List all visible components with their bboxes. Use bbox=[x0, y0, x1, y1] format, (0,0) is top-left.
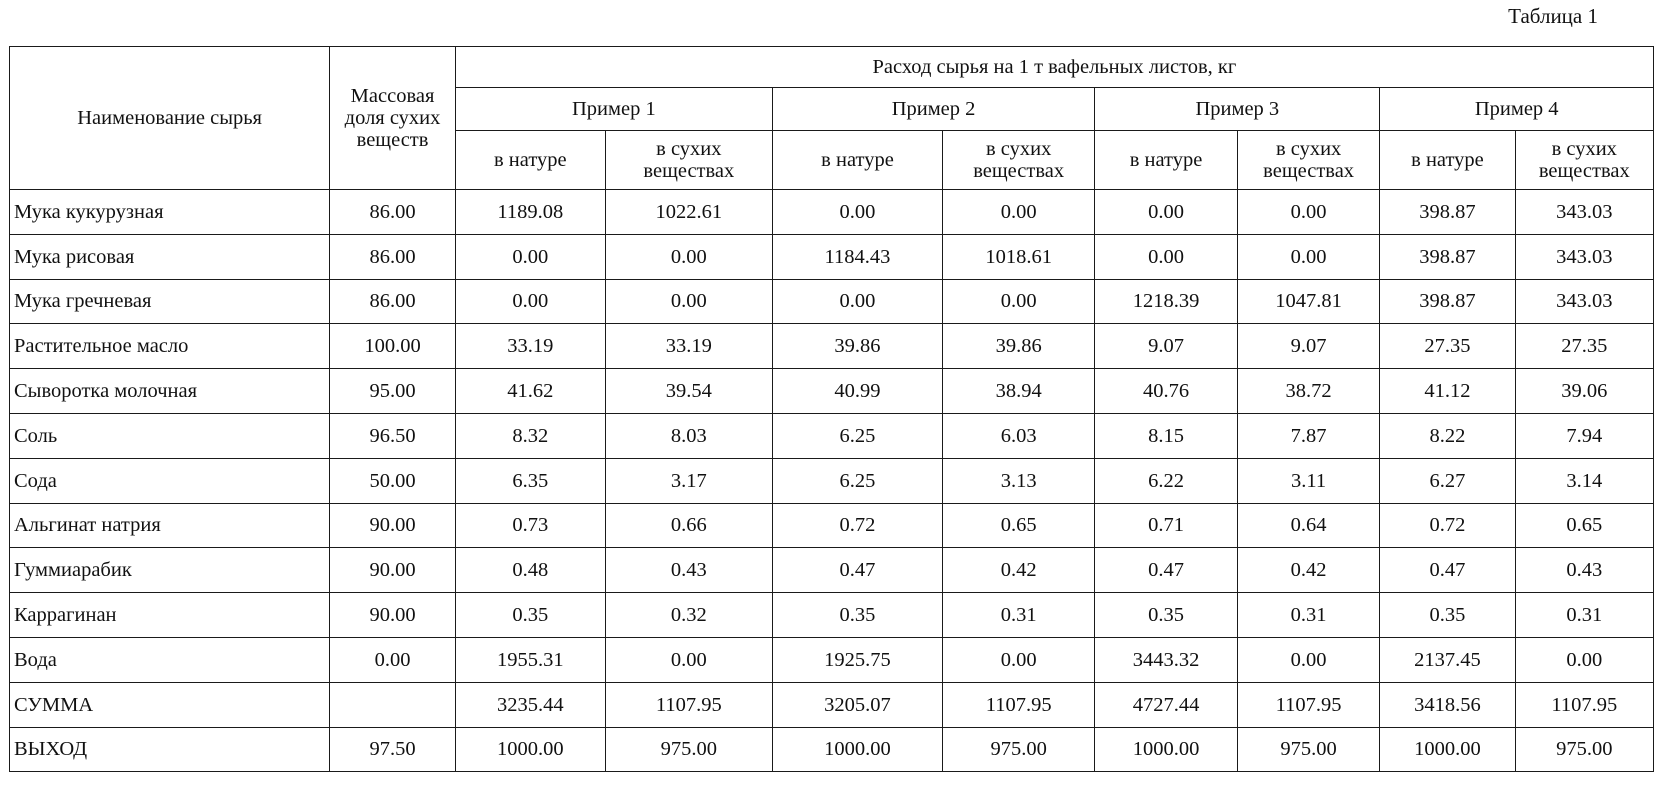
row-mass-cell: 97.50 bbox=[330, 727, 456, 772]
dry-value-cell: 0.42 bbox=[943, 548, 1095, 593]
row-mass-cell: 86.00 bbox=[330, 279, 456, 324]
dry-value-cell: 9.07 bbox=[1237, 324, 1380, 369]
header-mass-fraction: Массовая доля сухих веществ bbox=[330, 47, 456, 190]
natural-value-cell: 3443.32 bbox=[1095, 637, 1238, 682]
dry-value-cell: 0.00 bbox=[1237, 637, 1380, 682]
natural-value-cell: 27.35 bbox=[1380, 324, 1515, 369]
natural-value-cell: 398.87 bbox=[1380, 279, 1515, 324]
table-row bbox=[10, 682, 1654, 727]
table-row bbox=[10, 637, 1654, 682]
row-mass-cell: 50.00 bbox=[330, 458, 456, 503]
natural-value-cell: 1000.00 bbox=[1095, 727, 1238, 772]
natural-value-cell: 9.07 bbox=[1095, 324, 1238, 369]
table-row bbox=[10, 279, 1654, 324]
table-row bbox=[10, 458, 1654, 503]
row-mass-cell: 95.00 bbox=[330, 369, 456, 414]
natural-value-cell: 0.35 bbox=[455, 593, 605, 638]
row-name-cell: ВЫХОД bbox=[10, 727, 330, 772]
natural-value-cell: 0.00 bbox=[772, 190, 942, 235]
row-name-cell: СУММА bbox=[10, 682, 330, 727]
natural-value-cell: 1000.00 bbox=[1380, 727, 1515, 772]
row-mass-cell: 86.00 bbox=[330, 190, 456, 235]
natural-value-cell: 1000.00 bbox=[455, 727, 605, 772]
dry-value-cell: 1107.95 bbox=[605, 682, 772, 727]
header-dry: в сухих веществах bbox=[605, 131, 772, 190]
dry-value-cell: 0.00 bbox=[943, 190, 1095, 235]
natural-value-cell: 0.48 bbox=[455, 548, 605, 593]
natural-value-cell: 0.35 bbox=[1095, 593, 1238, 638]
dry-value-cell: 0.00 bbox=[1515, 637, 1653, 682]
natural-value-cell: 398.87 bbox=[1380, 190, 1515, 235]
row-name-cell: Альгинат натрия bbox=[10, 503, 330, 548]
dry-value-cell: 0.31 bbox=[1237, 593, 1380, 638]
dry-value-cell: 6.03 bbox=[943, 413, 1095, 458]
dry-value-cell: 975.00 bbox=[1237, 727, 1380, 772]
dry-value-cell: 1022.61 bbox=[605, 190, 772, 235]
natural-value-cell: 0.47 bbox=[772, 548, 942, 593]
header-dry: в сухих веществах bbox=[1515, 131, 1653, 190]
dry-value-cell: 343.03 bbox=[1515, 234, 1653, 279]
dry-value-cell: 0.00 bbox=[605, 234, 772, 279]
natural-value-cell: 1925.75 bbox=[772, 637, 942, 682]
row-name-cell: Мука кукурузная bbox=[10, 190, 330, 235]
natural-value-cell: 41.12 bbox=[1380, 369, 1515, 414]
header-dry: в сухих веществах bbox=[943, 131, 1095, 190]
dry-value-cell: 975.00 bbox=[943, 727, 1095, 772]
dry-value-cell: 0.64 bbox=[1237, 503, 1380, 548]
natural-value-cell: 3205.07 bbox=[772, 682, 942, 727]
natural-value-cell: 398.87 bbox=[1380, 234, 1515, 279]
row-name-cell: Соль bbox=[10, 413, 330, 458]
row-mass-cell: 86.00 bbox=[330, 234, 456, 279]
header-example-4: Пример 4 bbox=[1380, 88, 1654, 131]
dry-value-cell: 33.19 bbox=[605, 324, 772, 369]
header-natural: в натуре bbox=[1380, 131, 1515, 190]
row-mass-cell: 90.00 bbox=[330, 503, 456, 548]
table-row bbox=[10, 727, 1654, 772]
dry-value-cell: 0.42 bbox=[1237, 548, 1380, 593]
dry-value-cell: 7.94 bbox=[1515, 413, 1653, 458]
dry-value-cell: 8.03 bbox=[605, 413, 772, 458]
dry-value-cell: 3.11 bbox=[1237, 458, 1380, 503]
natural-value-cell: 1955.31 bbox=[455, 637, 605, 682]
dry-value-cell: 0.31 bbox=[943, 593, 1095, 638]
natural-value-cell: 0.35 bbox=[1380, 593, 1515, 638]
natural-value-cell: 0.00 bbox=[455, 279, 605, 324]
header-example-3: Пример 3 bbox=[1095, 88, 1380, 131]
table-row bbox=[10, 503, 1654, 548]
dry-value-cell: 0.65 bbox=[943, 503, 1095, 548]
row-mass-cell: 96.50 bbox=[330, 413, 456, 458]
dry-value-cell: 0.00 bbox=[943, 279, 1095, 324]
table-row bbox=[10, 548, 1654, 593]
dry-value-cell: 343.03 bbox=[1515, 190, 1653, 235]
dry-value-cell: 1018.61 bbox=[943, 234, 1095, 279]
natural-value-cell: 0.00 bbox=[772, 279, 942, 324]
dry-value-cell: 975.00 bbox=[605, 727, 772, 772]
natural-value-cell: 33.19 bbox=[455, 324, 605, 369]
header-example-2: Пример 2 bbox=[772, 88, 1094, 131]
dry-value-cell: 1107.95 bbox=[1237, 682, 1380, 727]
natural-value-cell: 40.99 bbox=[772, 369, 942, 414]
natural-value-cell: 6.22 bbox=[1095, 458, 1238, 503]
dry-value-cell: 1107.95 bbox=[1515, 682, 1653, 727]
natural-value-cell: 6.25 bbox=[772, 413, 942, 458]
dry-value-cell: 1047.81 bbox=[1237, 279, 1380, 324]
dry-value-cell: 975.00 bbox=[1515, 727, 1653, 772]
dry-value-cell: 0.00 bbox=[943, 637, 1095, 682]
row-name-cell: Сыворотка молочная bbox=[10, 369, 330, 414]
header-natural: в натуре bbox=[772, 131, 942, 190]
row-name-cell: Гуммиарабик bbox=[10, 548, 330, 593]
natural-value-cell: 6.27 bbox=[1380, 458, 1515, 503]
table-row bbox=[10, 369, 1654, 414]
row-name-cell: Мука рисовая bbox=[10, 234, 330, 279]
table-row bbox=[10, 324, 1654, 369]
row-mass-cell: 100.00 bbox=[330, 324, 456, 369]
row-name-cell: Мука гречневая bbox=[10, 279, 330, 324]
natural-value-cell: 8.15 bbox=[1095, 413, 1238, 458]
natural-value-cell: 0.72 bbox=[1380, 503, 1515, 548]
header-natural: в натуре bbox=[1095, 131, 1238, 190]
natural-value-cell: 2137.45 bbox=[1380, 637, 1515, 682]
natural-value-cell: 1189.08 bbox=[455, 190, 605, 235]
header-name: Наименование сырья bbox=[10, 47, 330, 190]
natural-value-cell: 8.22 bbox=[1380, 413, 1515, 458]
natural-value-cell: 0.00 bbox=[1095, 190, 1238, 235]
natural-value-cell: 3235.44 bbox=[455, 682, 605, 727]
dry-value-cell: 343.03 bbox=[1515, 279, 1653, 324]
natural-value-cell: 0.00 bbox=[455, 234, 605, 279]
dry-value-cell: 38.72 bbox=[1237, 369, 1380, 414]
natural-value-cell: 0.72 bbox=[772, 503, 942, 548]
row-name-cell: Растительное масло bbox=[10, 324, 330, 369]
natural-value-cell: 6.25 bbox=[772, 458, 942, 503]
dry-value-cell: 0.00 bbox=[605, 279, 772, 324]
dry-value-cell: 3.13 bbox=[943, 458, 1095, 503]
natural-value-cell: 0.73 bbox=[455, 503, 605, 548]
row-mass-cell: 90.00 bbox=[330, 593, 456, 638]
row-name-cell: Каррагинан bbox=[10, 593, 330, 638]
natural-value-cell: 1184.43 bbox=[772, 234, 942, 279]
natural-value-cell: 39.86 bbox=[772, 324, 942, 369]
row-mass-cell: 90.00 bbox=[330, 548, 456, 593]
header-consumption: Расход сырья на 1 т вафельных листов, кг bbox=[455, 47, 1653, 88]
table-row bbox=[10, 593, 1654, 638]
header-dry: в сухих веществах bbox=[1237, 131, 1380, 190]
table-caption: Таблица 1 bbox=[1508, 4, 1598, 28]
dry-value-cell: 0.43 bbox=[1515, 548, 1653, 593]
natural-value-cell: 0.47 bbox=[1380, 548, 1515, 593]
dry-value-cell: 3.17 bbox=[605, 458, 772, 503]
dry-value-cell: 1107.95 bbox=[943, 682, 1095, 727]
dry-value-cell: 0.66 bbox=[605, 503, 772, 548]
row-name-cell: Вода bbox=[10, 637, 330, 682]
natural-value-cell: 0.35 bbox=[772, 593, 942, 638]
dry-value-cell: 0.31 bbox=[1515, 593, 1653, 638]
dry-value-cell: 3.14 bbox=[1515, 458, 1653, 503]
natural-value-cell: 1000.00 bbox=[772, 727, 942, 772]
table-row bbox=[10, 190, 1654, 235]
dry-value-cell: 0.65 bbox=[1515, 503, 1653, 548]
raw-material-table bbox=[9, 46, 1654, 772]
dry-value-cell: 39.54 bbox=[605, 369, 772, 414]
dry-value-cell: 0.32 bbox=[605, 593, 772, 638]
natural-value-cell: 6.35 bbox=[455, 458, 605, 503]
header-example-1: Пример 1 bbox=[455, 88, 772, 131]
natural-value-cell: 0.71 bbox=[1095, 503, 1238, 548]
header-natural: в натуре bbox=[455, 131, 605, 190]
row-mass-cell bbox=[330, 682, 456, 727]
dry-value-cell: 39.86 bbox=[943, 324, 1095, 369]
dry-value-cell: 7.87 bbox=[1237, 413, 1380, 458]
dry-value-cell: 0.43 bbox=[605, 548, 772, 593]
table-row bbox=[10, 234, 1654, 279]
natural-value-cell: 41.62 bbox=[455, 369, 605, 414]
row-name-cell: Сода bbox=[10, 458, 330, 503]
natural-value-cell: 40.76 bbox=[1095, 369, 1238, 414]
dry-value-cell: 38.94 bbox=[943, 369, 1095, 414]
table-row bbox=[10, 413, 1654, 458]
dry-value-cell: 39.06 bbox=[1515, 369, 1653, 414]
dry-value-cell: 0.00 bbox=[1237, 234, 1380, 279]
natural-value-cell: 0.47 bbox=[1095, 548, 1238, 593]
natural-value-cell: 4727.44 bbox=[1095, 682, 1238, 727]
natural-value-cell: 0.00 bbox=[1095, 234, 1238, 279]
natural-value-cell: 8.32 bbox=[455, 413, 605, 458]
natural-value-cell: 1218.39 bbox=[1095, 279, 1238, 324]
dry-value-cell: 0.00 bbox=[605, 637, 772, 682]
row-mass-cell: 0.00 bbox=[330, 637, 456, 682]
natural-value-cell: 3418.56 bbox=[1380, 682, 1515, 727]
dry-value-cell: 27.35 bbox=[1515, 324, 1653, 369]
dry-value-cell: 0.00 bbox=[1237, 190, 1380, 235]
